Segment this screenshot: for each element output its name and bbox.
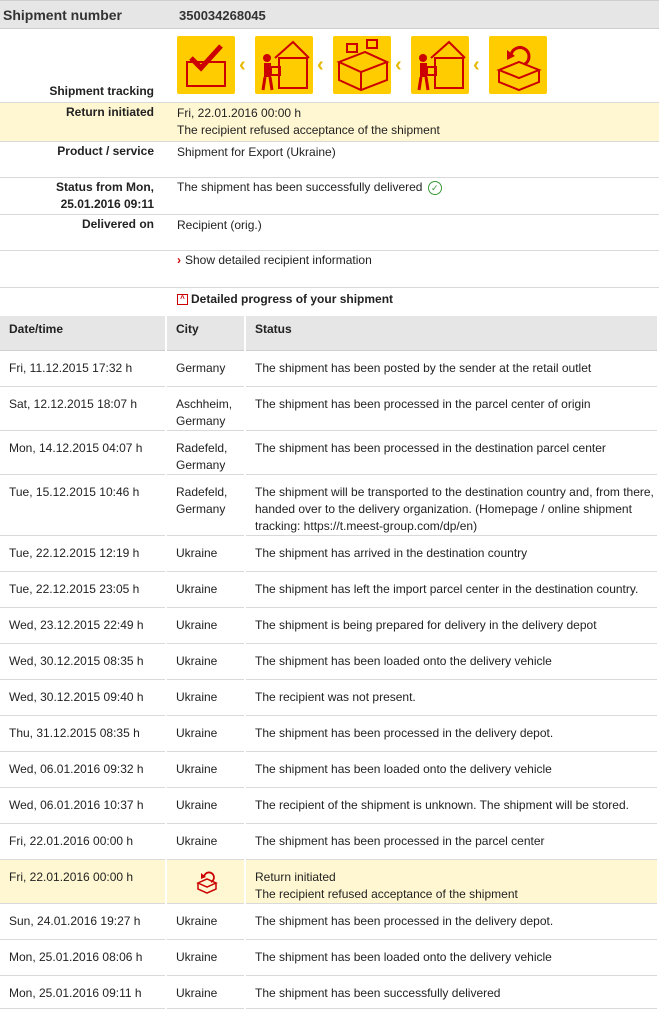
cell-city (166, 859, 245, 903)
cell-city: Ukraine (166, 679, 245, 715)
cell-status: The recipient of the shipment is unknown. The shipment will be stored. (245, 787, 658, 823)
cell-datetime: Wed, 30.12.2015 09:40 h (0, 679, 166, 715)
cell-datetime: Wed, 06.01.2016 09:32 h (0, 751, 166, 787)
cell-status: The recipient was not present. (245, 679, 658, 715)
progress-toggle-row (0, 288, 659, 315)
summary-row-delivered (0, 215, 659, 251)
cell-datetime: Fri, 22.01.2016 00:00 h (0, 859, 166, 903)
cell-status: The shipment has been processed in the destination parcel center (245, 430, 658, 474)
cell-datetime: Sat, 12.12.2015 18:07 h (0, 386, 166, 430)
cell-datetime: Mon, 25.01.2016 09:11 h (0, 975, 166, 1008)
cell-city: Ukraine (166, 751, 245, 787)
table-row (0, 350, 658, 386)
summary-value-text: The shipment has been successfully delivered (177, 180, 423, 194)
summary-key: Return initiated (65, 105, 154, 119)
status-line: Return initiated (255, 869, 336, 884)
chevron-right-icon: › (177, 253, 181, 267)
chevron-left-icon: ‹ (239, 54, 246, 76)
cell-status: The shipment has arrived in the destination country (245, 535, 658, 571)
cell-datetime: Mon, 25.01.2016 08:06 h (0, 939, 166, 975)
summary-value-line: The recipient refused acceptance of the shipment (177, 123, 440, 137)
chevron-left-icon: ‹ (395, 54, 402, 76)
cell-city: Ukraine (166, 823, 245, 859)
summary-value: Shipment for Export (Ukraine) (177, 145, 336, 159)
cell-city: Ukraine (166, 939, 245, 975)
table-row (0, 903, 658, 939)
progress-toggle-link[interactable] (177, 291, 393, 308)
column-header-datetime: Date/time (0, 316, 166, 350)
summary-value (177, 179, 442, 196)
cell-datetime: Thu, 31.12.2015 08:35 h (0, 715, 166, 751)
table-row (0, 787, 658, 823)
cell-city: Ukraine (166, 571, 245, 607)
table-row (0, 571, 658, 607)
status-line: The recipient refused acceptance of the shipment (255, 886, 518, 901)
shipment-number-header (0, 0, 659, 29)
table-row (0, 386, 658, 430)
column-header-status: Status (245, 316, 658, 350)
chevron-left-icon: ‹ (317, 54, 324, 76)
cell-city: Aschheim, Germany (166, 386, 245, 430)
recipient-info-label: Show detailed recipient information (185, 253, 372, 267)
shipment-tracking-row (0, 29, 659, 103)
cell-city: Ukraine (166, 715, 245, 751)
summary-value-line: Fri, 22.01.2016 00:00 h (177, 106, 302, 120)
cell-status: The shipment has been loaded onto the delivery vehicle (245, 643, 658, 679)
summary-value (177, 105, 440, 139)
cell-city: Radefeld, Germany (166, 474, 245, 535)
summary-key-line: Status from Mon, (56, 180, 154, 194)
box-check-icon (177, 36, 235, 94)
box-return-icon (489, 36, 547, 94)
cell-status: The shipment has been processed in the parcel center (245, 823, 658, 859)
table-row (0, 975, 658, 1008)
cell-status: The shipment has been posted by the sender at the retail outlet (245, 350, 658, 386)
summary-row-status (0, 178, 659, 215)
cell-city: Ukraine (166, 607, 245, 643)
cell-status: The shipment has left the import parcel center in the destination country. (245, 571, 658, 607)
cell-datetime: Fri, 22.01.2016 00:00 h (0, 823, 166, 859)
summary-key: Delivered on (81, 217, 154, 231)
cell-city: Radefeld, Germany (166, 430, 245, 474)
chevron-left-icon: ‹ (473, 54, 480, 76)
cell-datetime: Wed, 23.12.2015 22:49 h (0, 607, 166, 643)
cell-datetime: Tue, 15.12.2015 10:46 h (0, 474, 166, 535)
cell-city: Ukraine (166, 903, 245, 939)
table-row (0, 751, 658, 787)
cell-datetime: Tue, 22.12.2015 12:19 h (0, 535, 166, 571)
table-row (0, 643, 658, 679)
cell-status (245, 859, 658, 903)
parcels-icon (333, 36, 391, 94)
shipment-tracking-label: Shipment tracking (49, 84, 154, 98)
summary-value: Recipient (orig.) (177, 218, 262, 232)
cell-datetime: Mon, 14.12.2015 04:07 h (0, 430, 166, 474)
cell-status: The shipment has been loaded onto the delivery vehicle (245, 939, 658, 975)
table-row (0, 823, 658, 859)
table-row (0, 607, 658, 643)
cell-city: Ukraine (166, 975, 245, 1008)
cell-status: The shipment will be transported to the destination country and, from there, handed over to the delivery organization. (Homepage / online shipment tracking: https://t.meest-group.com/dp/en) (245, 474, 658, 535)
summary-row-product (0, 142, 659, 178)
cell-city: Ukraine (166, 643, 245, 679)
cell-status: The shipment is being prepared for delivery in the delivery depot (245, 607, 658, 643)
cell-datetime: Wed, 30.12.2015 08:35 h (0, 643, 166, 679)
table-row (0, 535, 658, 571)
shipment-events-table (0, 316, 659, 1009)
cell-status: The shipment has been processed in the delivery depot. (245, 903, 658, 939)
shipment-number-label: Shipment number (3, 7, 123, 23)
summary-key (56, 179, 154, 213)
cell-status: The shipment has been loaded onto the delivery vehicle (245, 751, 658, 787)
table-row (0, 430, 658, 474)
cell-city: Ukraine (166, 787, 245, 823)
table-row (0, 939, 658, 975)
table-header-row (0, 316, 658, 350)
summary-key-line: 25.01.2016 09:11 (60, 197, 154, 211)
summary-row-return (0, 103, 659, 142)
return-box-icon (176, 869, 244, 900)
column-header-city: City (166, 316, 245, 350)
courier-house-icon (411, 36, 469, 94)
cell-datetime: Sun, 24.01.2016 19:27 h (0, 903, 166, 939)
cell-status: The shipment has been processed in the parcel center of origin (245, 386, 658, 430)
cell-datetime: Fri, 11.12.2015 17:32 h (0, 350, 166, 386)
courier-house-icon (255, 36, 313, 94)
cell-datetime: Tue, 22.12.2015 23:05 h (0, 571, 166, 607)
collapse-icon: ^ (177, 294, 188, 305)
table-row (0, 859, 658, 903)
table-row (0, 474, 658, 535)
table-row (0, 679, 658, 715)
table-row (0, 715, 658, 751)
shipment-number-value: 350034268045 (179, 8, 266, 23)
check-circle-icon: ✓ (428, 181, 442, 195)
cell-city: Ukraine (166, 535, 245, 571)
cell-datetime: Wed, 06.01.2016 10:37 h (0, 787, 166, 823)
cell-status: The shipment has been successfully delivered (245, 975, 658, 1008)
cell-status: The shipment has been processed in the delivery depot. (245, 715, 658, 751)
show-recipient-info-link[interactable] (177, 252, 372, 269)
summary-key: Product / service (57, 144, 154, 158)
cell-city: Germany (166, 350, 245, 386)
recipient-info-row (0, 251, 659, 288)
progress-toggle-label: Detailed progress of your shipment (191, 292, 394, 306)
